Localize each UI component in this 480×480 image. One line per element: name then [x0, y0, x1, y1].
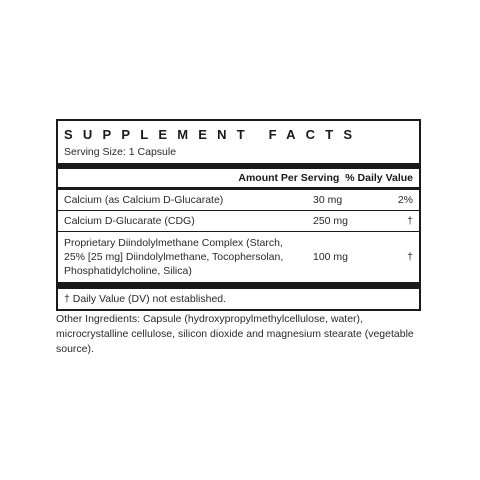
ingredient-name: Proprietary Diindolylmethane Complex (Starch, 25% [25 mg] Diindolylmethane, Tocophersolan, Phosphatidylcholine, Silica) [64, 237, 284, 277]
panel-title: SUPPLEMENT FACTS [64, 127, 363, 142]
ingredient-dv: † [407, 251, 413, 263]
ingredient-dv: 2% [397, 194, 413, 206]
ingredient-name: Calcium (as Calcium D-Glucarate) [64, 194, 224, 206]
daily-value-footnote: † Daily Value (DV) not established. [64, 293, 227, 305]
table-row [58, 190, 419, 211]
ingredient-dv: † [407, 215, 413, 227]
ingredient-name: Calcium D-Glucarate (CDG) [64, 215, 195, 227]
serving-size: Serving Size: 1 Capsule [64, 146, 177, 158]
column-header-row [64, 170, 413, 187]
divider-thick [58, 163, 419, 169]
header-amount: Amount Per Serving [238, 172, 340, 184]
ingredient-amount: 100 mg [313, 251, 349, 263]
ingredient-amount: 250 mg [313, 215, 349, 227]
header-daily-value: % Daily Value [345, 172, 413, 184]
ingredient-amount: 30 mg [313, 194, 343, 206]
table-row [58, 211, 419, 232]
table-row [58, 232, 419, 283]
other-ingredients: Other Ingredients: Capsule (hydroxypropylmethylcellulose, water), microcrystalline cellulose, silicon dioxide and magnesium stearate (vegetable source). [56, 313, 414, 355]
supplement-facts-panel [56, 119, 421, 311]
